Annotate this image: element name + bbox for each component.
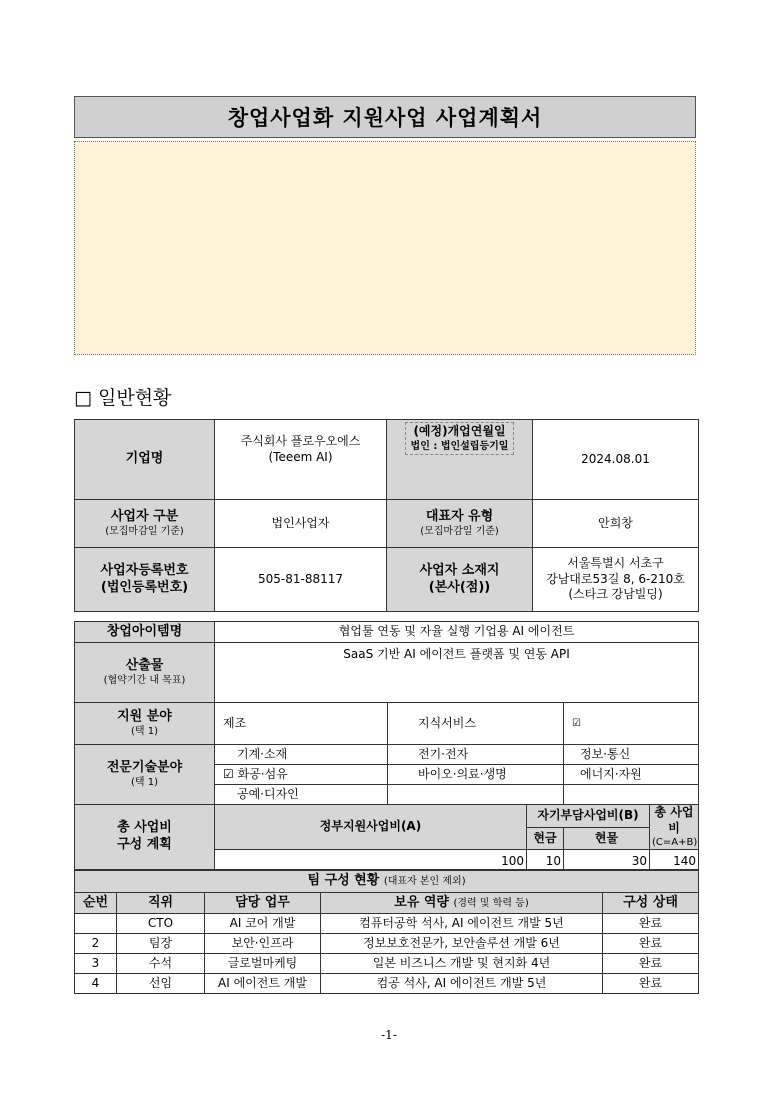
tech-bio[interactable]: 바이오·의료·생명 [388, 765, 564, 785]
table-row [75, 934, 699, 954]
row-duty: AI 코어 개발 [205, 914, 321, 934]
row-status: 완료 [603, 974, 699, 994]
support-field-label: 지원 분야 (택 1) [75, 703, 215, 745]
row-position: CTO [117, 914, 205, 934]
row-duty: AI 에이전트 개발 [205, 974, 321, 994]
row-no: 2 [75, 934, 117, 954]
tech-field-label: 전문기술분야 (택 1) [75, 745, 215, 805]
tech-energy[interactable]: 에너지·자원 [564, 765, 699, 785]
self-burden-label: 자기부담사업비(B) [527, 805, 650, 828]
table-row [75, 954, 699, 974]
budget-label: 총 사업비 구성 계획 [75, 805, 215, 870]
cash-label: 현금 [527, 828, 564, 850]
table-row [75, 974, 699, 994]
company-name-line2: (Teeem AI) [268, 449, 333, 464]
row-duty: 보안·인프라 [205, 934, 321, 954]
header-status: 구성 상태 [603, 893, 699, 914]
note-box [74, 141, 696, 355]
establish-label-main: (예정)개업연월일 [413, 424, 506, 438]
header-position: 직위 [117, 893, 205, 914]
establish-date-label [387, 420, 533, 500]
team-title: 팀 구성 현황 (대표자 본인 제외) [75, 871, 699, 893]
gov-support-label: 정부지원사업비(A) [215, 805, 527, 850]
gov-support-value: 100 [215, 850, 527, 870]
row-duty: 글로벌마케팅 [205, 954, 321, 974]
address-value: 서울특별시 서초구 강남대로53길 8, 6-210호 (스타크 강남빌딩) [533, 548, 699, 612]
row-capability: 컴공 석사, AI 에이전트 개발 5년 [321, 974, 603, 994]
document-title: 창업사업화 지원사업 사업계획서 [74, 96, 696, 138]
biz-type-value: 법인사업자 [215, 500, 387, 548]
header-capability: 보유 역량 (경력 및 학력 등) [321, 893, 603, 914]
address-label: 사업자 소재지 (본사(점)) [387, 548, 533, 612]
row-position: 수석 [117, 954, 205, 974]
reg-no-value: 505-81-88117 [215, 548, 387, 612]
cash-value: 10 [527, 850, 564, 870]
team-table [74, 870, 699, 994]
inkind-value: 30 [564, 850, 650, 870]
rep-type-label: 대표자 유형 (모집마감일 기준) [387, 500, 533, 548]
row-capability: 정보보호전문가, 보안솔루션 개발 6년 [321, 934, 603, 954]
biz-type-label: 사업자 구분 (모집마감일 기준) [75, 500, 215, 548]
item-name-value: 협업툴 연동 및 자율 실행 기업용 AI 에이전트 [215, 622, 699, 643]
establish-date-value: 2024.08.01 [533, 420, 699, 500]
row-status: 완료 [603, 914, 699, 934]
item-name-label: 창업아이템명 [75, 622, 215, 643]
establish-label-sub: 법인 : 법인설립등기일 [410, 440, 509, 452]
row-status: 완료 [603, 934, 699, 954]
reg-no-label: 사업자등록번호 (법인등록번호) [75, 548, 215, 612]
table-row [75, 914, 699, 934]
row-status: 완료 [603, 954, 699, 974]
rep-type-value: 안희창 [533, 500, 699, 548]
header-no: 순번 [75, 893, 117, 914]
row-no [75, 914, 117, 934]
general-info-table [74, 419, 699, 612]
tech-chemical[interactable]: ☑ 화공·섬유 [215, 765, 388, 785]
output-label: 산출물 (협약기간 내 목표) [75, 643, 215, 703]
section-heading: □ 일반현황 [74, 387, 172, 409]
company-name-label: 기업명 [75, 420, 215, 500]
company-name-line1: 주식회사 플로우오에스 [240, 434, 361, 448]
row-no: 4 [75, 974, 117, 994]
row-position: 선임 [117, 974, 205, 994]
row-position: 팀장 [117, 934, 205, 954]
row-capability: 컴퓨터공학 석사, AI 에이전트 개발 5년 [321, 914, 603, 934]
inkind-label: 현물 [564, 828, 650, 850]
row-capability: 일본 비즈니스 개발 및 현지화 4년 [321, 954, 603, 974]
field-option-knowledge-service[interactable]: 지식서비스 [388, 703, 564, 745]
page-number: -1- [381, 1028, 397, 1042]
header-duty: 담당 업무 [205, 893, 321, 914]
tech-craft[interactable]: 공예·디자인 [215, 785, 388, 805]
company-name-value [215, 420, 387, 500]
tech-mechanical[interactable]: 기계·소재 [215, 745, 388, 765]
total-budget-label: 총 사업비 (C=A+B) [650, 805, 699, 850]
field-option-checkbox[interactable]: ☑ [564, 703, 699, 745]
tech-ict[interactable]: 정보·통신 [564, 745, 699, 765]
item-table [74, 621, 699, 870]
field-option-manufacturing[interactable]: 제조 [215, 703, 388, 745]
total-budget-value: 140 [650, 850, 699, 870]
output-value: SaaS 기반 AI 에이전트 플랫폼 및 연동 API [215, 643, 699, 703]
tech-electrical[interactable]: 전기·전자 [388, 745, 564, 765]
row-no: 3 [75, 954, 117, 974]
